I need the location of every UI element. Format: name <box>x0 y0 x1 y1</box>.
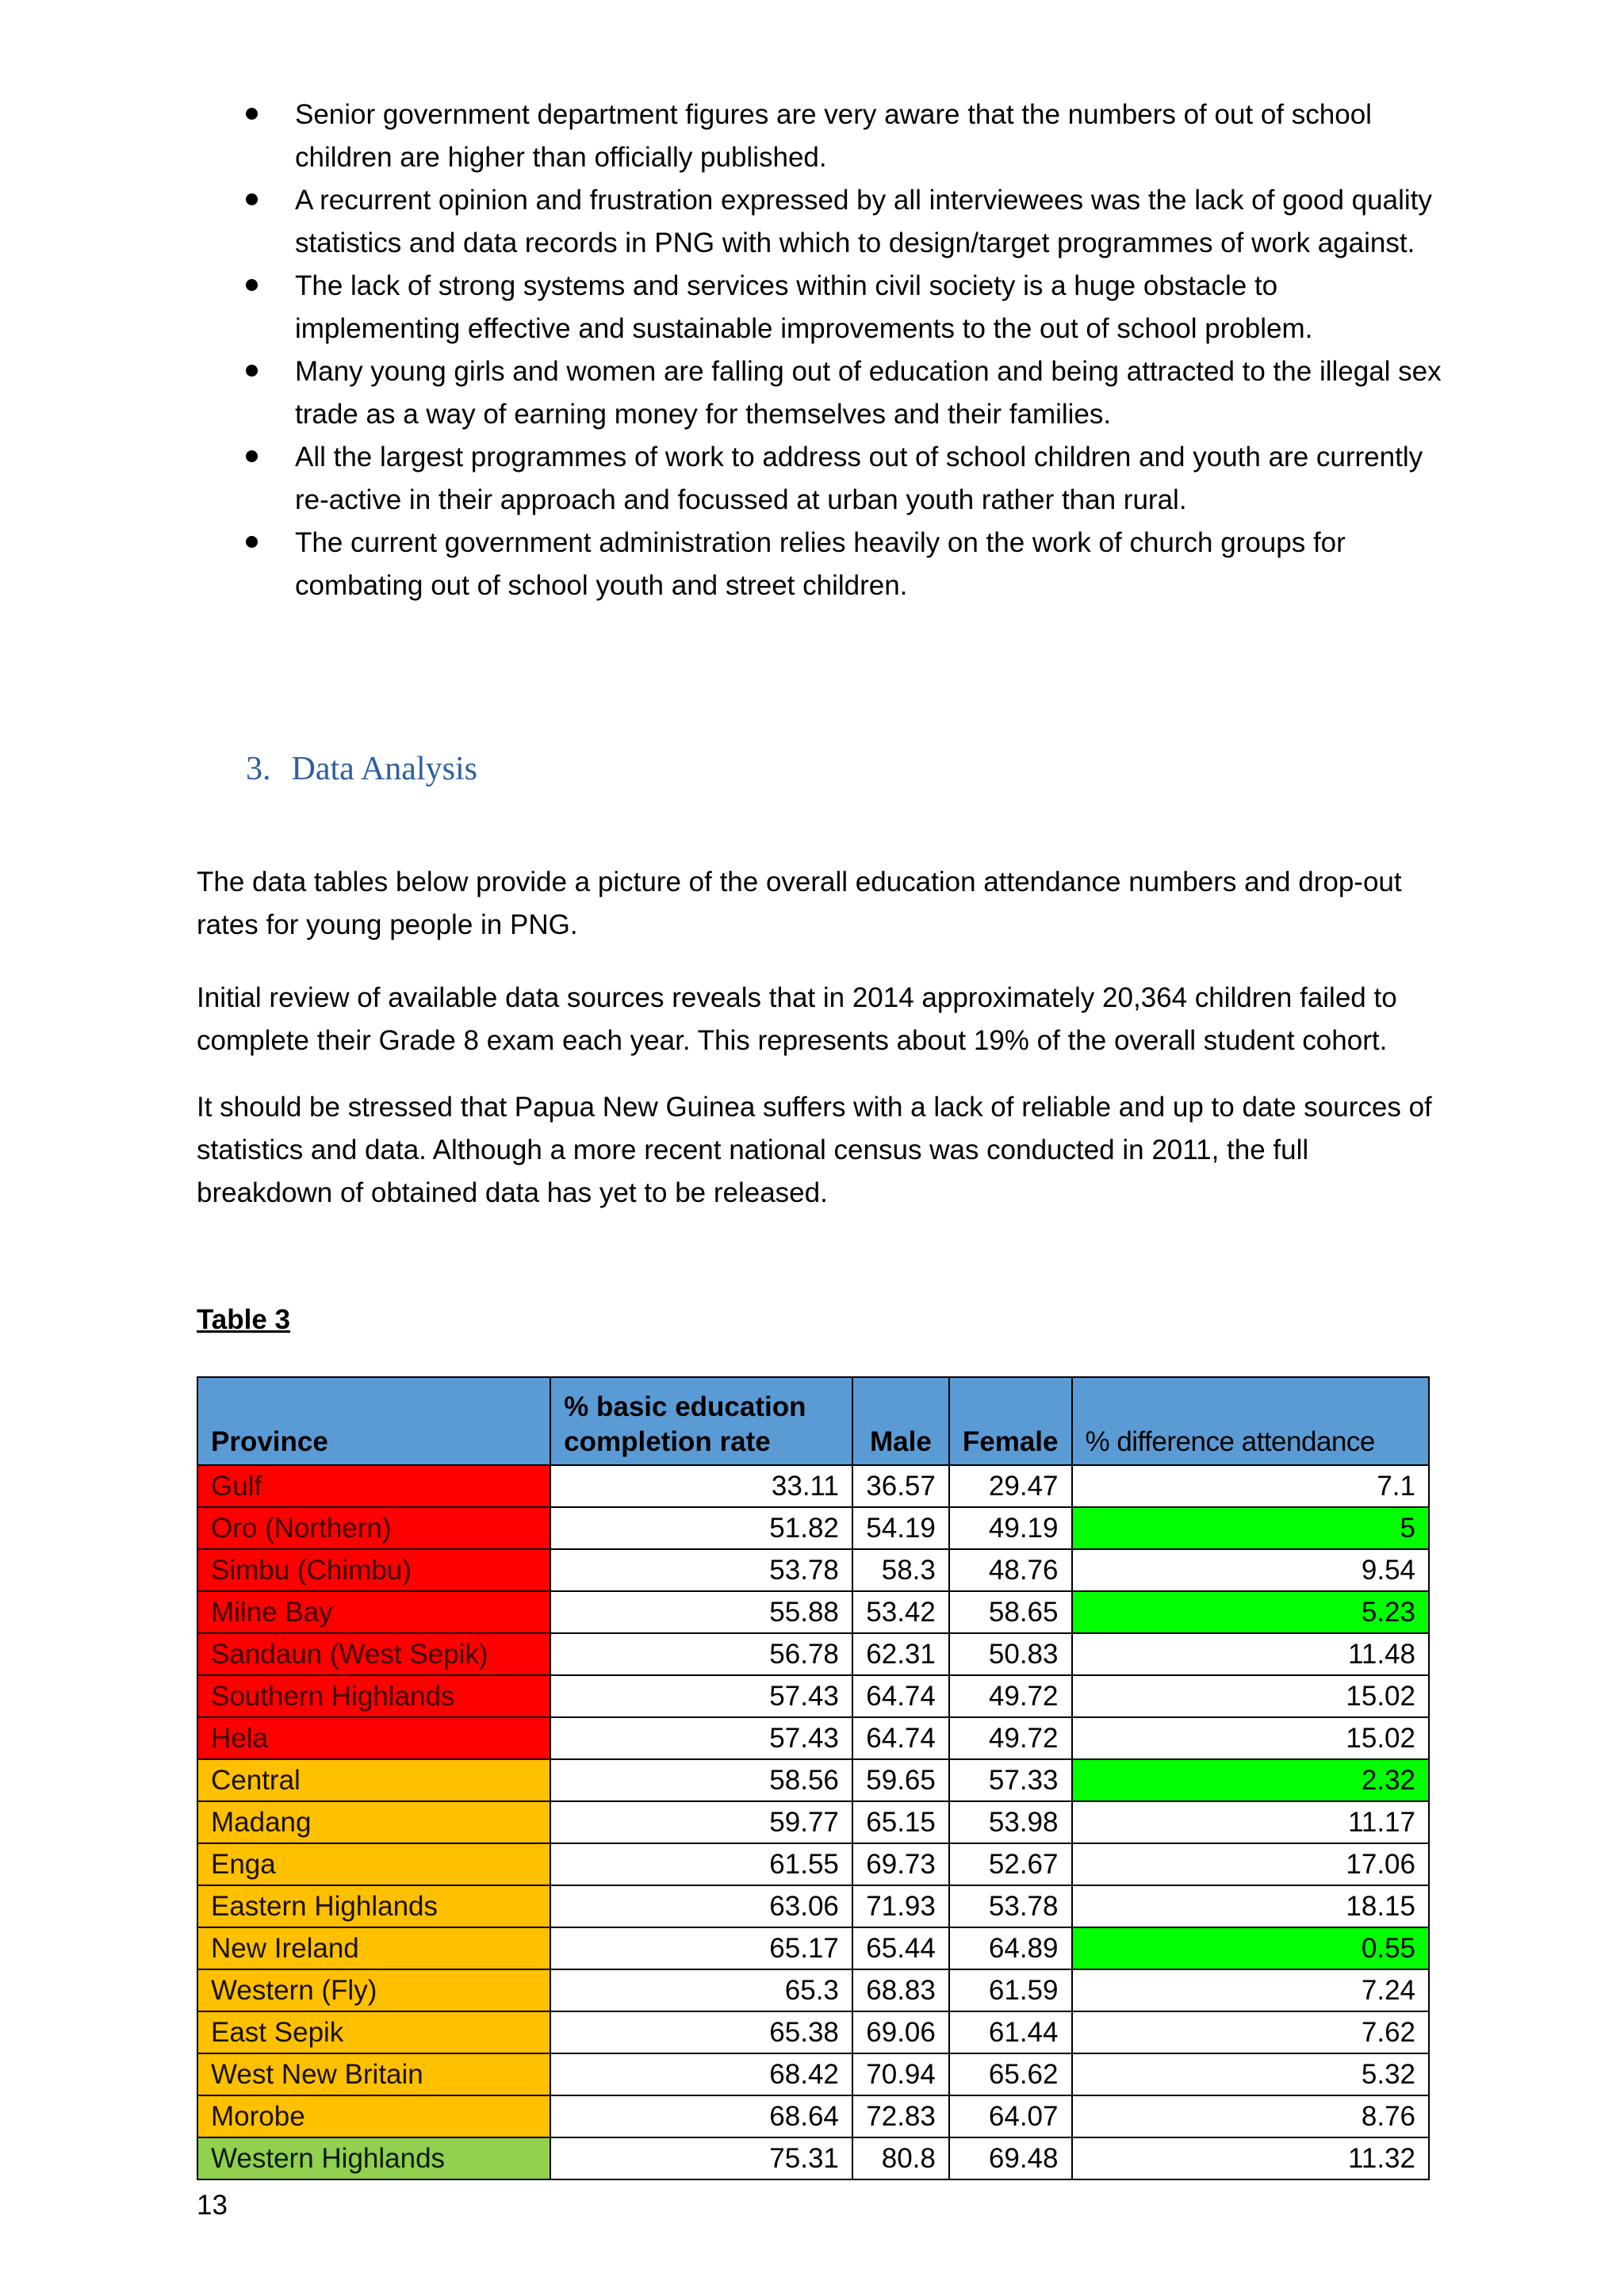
cell-completion-rate: 63.06 <box>550 1885 852 1927</box>
cell-province: Central <box>197 1759 550 1801</box>
cell-province: Eastern Highlands <box>197 1885 550 1927</box>
cell-female: 29.47 <box>949 1465 1072 1507</box>
bullet-item <box>238 94 1443 179</box>
cell-province: New Ireland <box>197 1927 550 1969</box>
cell-difference: 5 <box>1072 1507 1430 1549</box>
table-row <box>197 2095 1429 2137</box>
cell-completion-rate: 53.78 <box>550 1549 852 1591</box>
findings-bullet-list <box>238 94 1443 607</box>
table-row <box>197 1507 1429 1549</box>
table-row <box>197 1969 1429 2011</box>
cell-difference: 7.1 <box>1072 1465 1430 1507</box>
cell-male: 72.83 <box>852 2095 949 2137</box>
cell-male: 65.15 <box>852 1801 949 1843</box>
table-row <box>197 1549 1429 1591</box>
cell-male: 64.74 <box>852 1675 949 1717</box>
paragraph-review: Initial review of available data sources reveals that in 2014 approximately 20,364 children failed to complete their Grade 8 exam each year. This represents about 19% of the overall student cohort. <box>197 982 1397 1056</box>
cell-male: 71.93 <box>852 1885 949 1927</box>
cell-province: Hela <box>197 1717 550 1759</box>
cell-province: Madang <box>197 1801 550 1843</box>
cell-province: Milne Bay <box>197 1591 550 1633</box>
cell-completion-rate: 61.55 <box>550 1843 852 1885</box>
cell-female: 64.07 <box>949 2095 1072 2137</box>
cell-province: Western (Fly) <box>197 1969 550 2011</box>
cell-completion-rate: 33.11 <box>550 1465 852 1507</box>
cell-completion-rate: 55.88 <box>550 1591 852 1633</box>
table-row <box>197 1759 1429 1801</box>
bullet-dot-icon <box>246 365 258 377</box>
cell-male: 53.42 <box>852 1591 949 1633</box>
table-row <box>197 1717 1429 1759</box>
bullet-text: All the largest programmes of work to address out of school children and youth are currently re-active in their approach and focussed at urban youth rather than rural. <box>295 442 1423 515</box>
cell-male: 80.8 <box>852 2137 949 2179</box>
cell-female: 61.59 <box>949 1969 1072 2011</box>
cell-male: 58.3 <box>852 1549 949 1591</box>
cell-female: 65.62 <box>949 2053 1072 2095</box>
cell-difference: 15.02 <box>1072 1675 1430 1717</box>
cell-male: 70.94 <box>852 2053 949 2095</box>
cell-female: 48.76 <box>949 1549 1072 1591</box>
table-row <box>197 2053 1429 2095</box>
cell-completion-rate: 51.82 <box>550 1507 852 1549</box>
cell-completion-rate: 68.42 <box>550 2053 852 2095</box>
cell-difference: 11.48 <box>1072 1633 1430 1675</box>
bullet-item <box>238 436 1443 522</box>
province-completion-table <box>197 1376 1430 2180</box>
cell-completion-rate: 75.31 <box>550 2137 852 2179</box>
cell-male: 69.06 <box>852 2011 949 2053</box>
table-row <box>197 2137 1429 2179</box>
table-row <box>197 1801 1429 1843</box>
cell-completion-rate: 68.64 <box>550 2095 852 2137</box>
bullet-item <box>238 522 1443 607</box>
bullet-text: The current government administration relies heavily on the work of church groups for combating out of school youth and street children. <box>295 527 1346 601</box>
cell-female: 53.78 <box>949 1885 1072 1927</box>
bullet-item <box>238 265 1443 350</box>
cell-completion-rate: 65.3 <box>550 1969 852 2011</box>
cell-difference: 17.06 <box>1072 1843 1430 1885</box>
cell-female: 64.89 <box>949 1927 1072 1969</box>
cell-completion-rate: 57.43 <box>550 1717 852 1759</box>
cell-difference: 7.24 <box>1072 1969 1430 2011</box>
table-row <box>197 1927 1429 1969</box>
cell-female: 57.33 <box>949 1759 1072 1801</box>
cell-female: 61.44 <box>949 2011 1072 2053</box>
cell-female: 50.83 <box>949 1633 1072 1675</box>
cell-completion-rate: 56.78 <box>550 1633 852 1675</box>
cell-province: Enga <box>197 1843 550 1885</box>
cell-female: 49.72 <box>949 1717 1072 1759</box>
cell-difference: 8.76 <box>1072 2095 1430 2137</box>
cell-difference: 11.17 <box>1072 1801 1430 1843</box>
bullet-item <box>238 179 1443 265</box>
table-row <box>197 1843 1429 1885</box>
cell-male: 69.73 <box>852 1843 949 1885</box>
cell-difference: 5.23 <box>1072 1591 1430 1633</box>
cell-male: 64.74 <box>852 1717 949 1759</box>
cell-male: 68.83 <box>852 1969 949 2011</box>
cell-province: Southern Highlands <box>197 1675 550 1717</box>
bullet-text: Many young girls and women are falling out of education and being attracted to the illegal sex trade as a way of earning money for themselves and their families. <box>295 356 1442 430</box>
bullet-dot-icon <box>246 108 258 120</box>
cell-difference: 9.54 <box>1072 1549 1430 1591</box>
paragraph-intro: The data tables below provide a picture of the overall education attendance numbers and drop-out rates for young people in PNG. <box>197 867 1402 940</box>
header-completion-rate <box>550 1377 852 1465</box>
header-difference: % difference attendance <box>1072 1377 1430 1465</box>
cell-female: 53.98 <box>949 1801 1072 1843</box>
cell-difference: 7.62 <box>1072 2011 1430 2053</box>
section-number: 3. <box>246 751 271 787</box>
page-number: 13 <box>197 2190 228 2221</box>
cell-province: Simbu (Chimbu) <box>197 1549 550 1591</box>
table-header-row <box>197 1377 1429 1465</box>
header-province: Province <box>197 1377 550 1465</box>
bullet-text: Senior government department figures are very aware that the numbers of out of school children are higher than officially published. <box>295 99 1372 173</box>
table-row <box>197 1591 1429 1633</box>
cell-completion-rate: 65.38 <box>550 2011 852 2053</box>
cell-province: Sandaun (West Sepik) <box>197 1633 550 1675</box>
table-body <box>197 1465 1429 2179</box>
paragraph-stress: It should be stressed that Papua New Guinea suffers with a lack of reliable and up to date sources of statistics and data. Although a more recent national census was conducted in 2011, the full breakdown of obtained data has yet to be released. <box>197 1092 1432 1208</box>
cell-province: West New Britain <box>197 2053 550 2095</box>
section-heading <box>246 750 477 788</box>
cell-difference: 18.15 <box>1072 1885 1430 1927</box>
header-male: Male <box>852 1377 949 1465</box>
cell-province: Western Highlands <box>197 2137 550 2179</box>
cell-difference: 15.02 <box>1072 1717 1430 1759</box>
header-female: Female <box>949 1377 1072 1465</box>
table-row <box>197 1885 1429 1927</box>
table-row <box>197 2011 1429 2053</box>
cell-difference: 5.32 <box>1072 2053 1430 2095</box>
cell-completion-rate: 65.17 <box>550 1927 852 1969</box>
cell-completion-rate: 58.56 <box>550 1759 852 1801</box>
cell-province: Morobe <box>197 2095 550 2137</box>
cell-completion-rate: 57.43 <box>550 1675 852 1717</box>
cell-female: 49.19 <box>949 1507 1072 1549</box>
table-row <box>197 1633 1429 1675</box>
cell-province: Oro (Northern) <box>197 1507 550 1549</box>
cell-completion-rate: 59.77 <box>550 1801 852 1843</box>
cell-difference: 11.32 <box>1072 2137 1430 2179</box>
bullet-dot-icon <box>246 193 258 205</box>
bullet-dot-icon <box>246 536 258 548</box>
cell-female: 49.72 <box>949 1675 1072 1717</box>
bullet-text: A recurrent opinion and frustration expressed by all interviewees was the lack of good quality statistics and data records in PNG with which to design/target programmes of work against. <box>295 185 1432 258</box>
cell-female: 58.65 <box>949 1591 1072 1633</box>
bullet-dot-icon <box>246 279 258 291</box>
table-row <box>197 1465 1429 1507</box>
cell-male: 59.65 <box>852 1759 949 1801</box>
table-caption: Table 3 <box>197 1304 291 1335</box>
cell-province: East Sepik <box>197 2011 550 2053</box>
cell-province: Gulf <box>197 1465 550 1507</box>
header-rate-line1: % basic education <box>564 1391 806 1422</box>
cell-female: 52.67 <box>949 1843 1072 1885</box>
cell-male: 36.57 <box>852 1465 949 1507</box>
section-title: Data Analysis <box>291 751 477 787</box>
bullet-text: The lack of strong systems and services within civil society is a huge obstacle to implementing effective and sustainable improvements to the out of school problem. <box>295 270 1313 344</box>
cell-male: 65.44 <box>852 1927 949 1969</box>
cell-male: 54.19 <box>852 1507 949 1549</box>
cell-difference: 0.55 <box>1072 1927 1430 1969</box>
bullet-dot-icon <box>246 450 258 462</box>
header-rate-line2: completion rate <box>564 1426 771 1457</box>
cell-female: 69.48 <box>949 2137 1072 2179</box>
table-row <box>197 1675 1429 1717</box>
cell-male: 62.31 <box>852 1633 949 1675</box>
bullet-item <box>238 350 1443 436</box>
cell-difference: 2.32 <box>1072 1759 1430 1801</box>
